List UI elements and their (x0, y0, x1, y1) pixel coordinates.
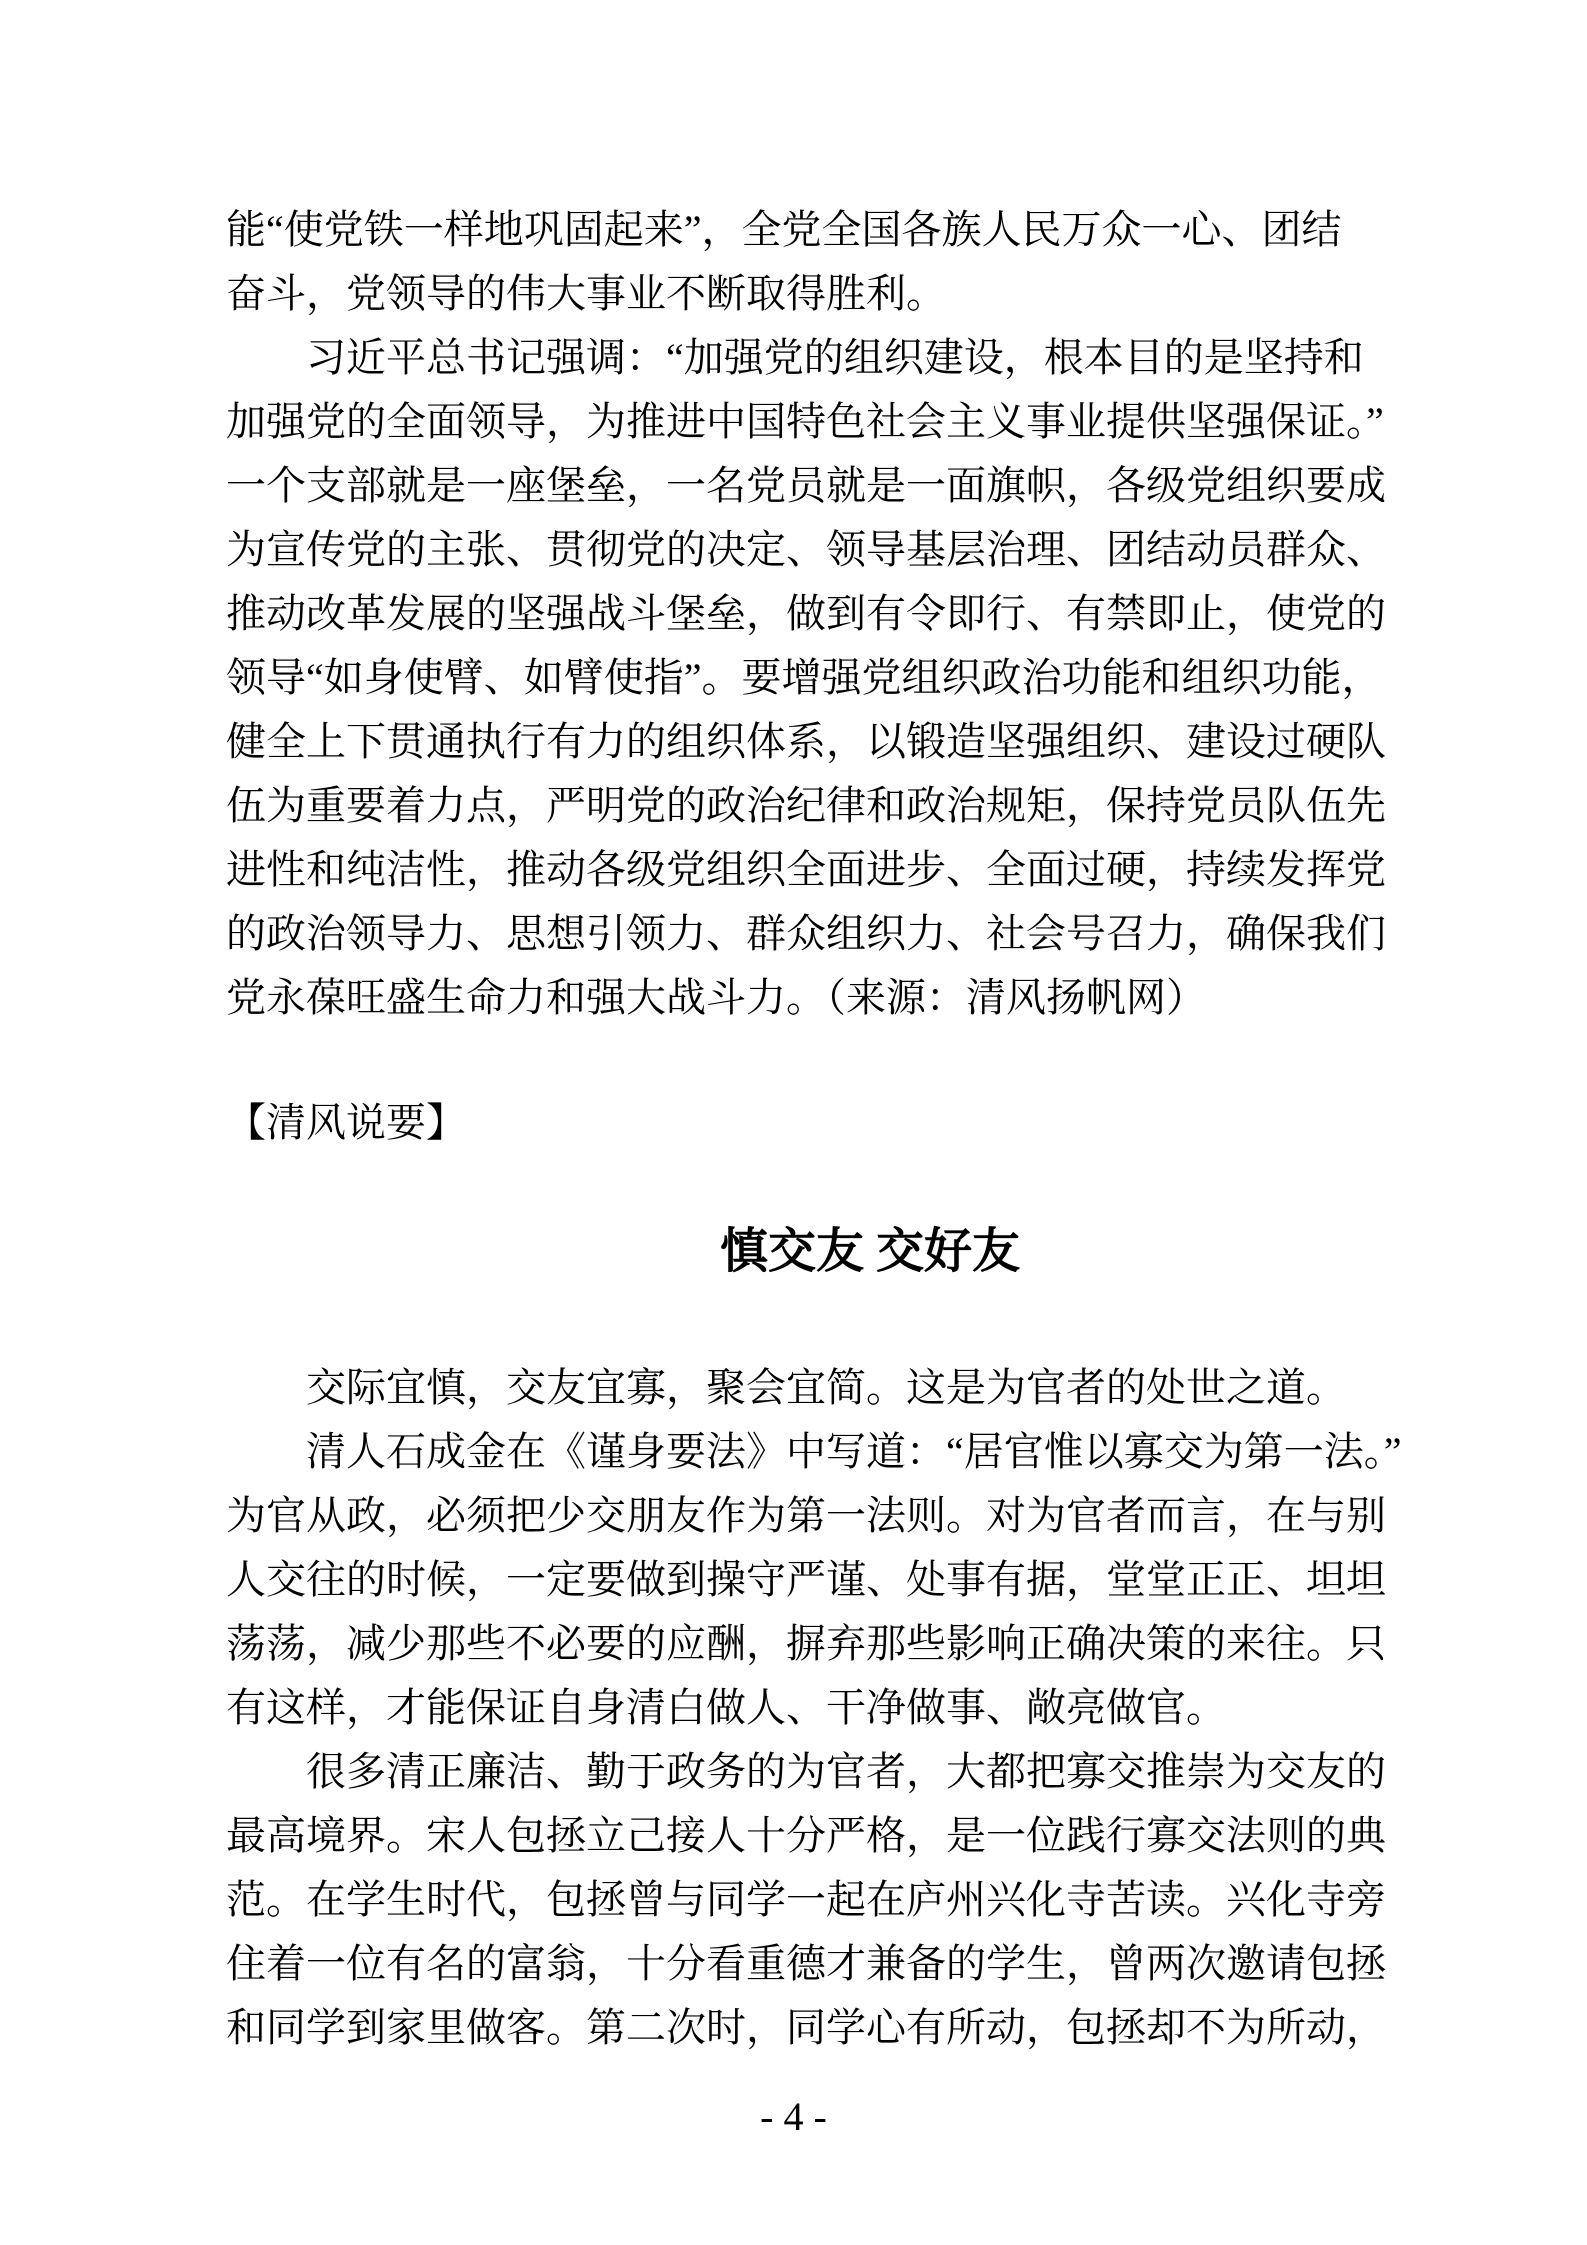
paragraph-3 (226, 1356, 1406, 1420)
text-line: 有这样，才能保证自身清白做人、干净做事、敞亮做官。 (226, 1685, 1226, 1730)
text-line: 一个支部就是一座堡垒，一名党员就是一面旗帜，各级党组织要成 (226, 463, 1386, 508)
text-line: 清人石成金在《谨身要法》中写道：“居官惟以寡交为第一法。” (226, 1429, 1402, 1474)
text-line: 伍为重要着力点，严明党的政治纪律和政治规矩，保持党员队伍先 (226, 783, 1386, 828)
page-body (226, 198, 1406, 2060)
text-line: 奋斗，党领导的伟大事业不断取得胜利。 (226, 271, 946, 316)
page-footer (0, 2094, 1587, 2140)
text-line: 进性和纯洁性，推动各级党组织全面进步、全面过硬，持续发挥党 (226, 847, 1386, 892)
text-line: 健全上下贯通执行有力的组织体系，以锻造坚强组织、建设过硬队 (226, 719, 1386, 764)
text-line: 党永葆旺盛生命力和强大战斗力。（来源：清风扬帆网） (226, 975, 1206, 1020)
text-line: 范。在学生时代，包拯曾与同学一起在庐州兴化寺苦读。兴化寺旁 (226, 1877, 1386, 1922)
text-line: 最高境界。宋人包拯立己接人十分严格，是一位践行寡交法则的典 (226, 1813, 1386, 1858)
text-line: 领导“如身使臂、如臂使指”。要增强党组织政治功能和组织功能， (226, 655, 1382, 700)
text-line: 为官从政，必须把少交朋友作为第一法则。对为官者而言，在与别 (226, 1493, 1386, 1538)
paragraph-4 (226, 1420, 1406, 1740)
text-line: 住着一位有名的富翁，十分看重德才兼备的学生，曾两次邀请包拯 (226, 1941, 1386, 1986)
paragraph-2 (226, 326, 1406, 1030)
text-line: 的政治领导力、思想引领力、群众组织力、社会号召力，确保我们 (226, 911, 1386, 956)
text-line: 和同学到家里做客。第二次时，同学心有所动，包拯却不为所动， (226, 2005, 1386, 2050)
text-line: 习近平总书记强调：“加强党的组织建设，根本目的是坚持和 (226, 335, 1364, 380)
paragraph-1 (226, 198, 1406, 326)
text-line: 为宣传党的主张、贯彻党的决定、领导基层治理、团结动员群众、 (226, 527, 1386, 572)
paragraph-5 (226, 1740, 1406, 2060)
text-line: 很多清正廉洁、勤于政务的为官者，大都把寡交推崇为交友的 (226, 1749, 1386, 1794)
text-line: 荡荡，减少那些不必要的应酬，摒弃那些影响正确决策的来往。只 (226, 1621, 1386, 1666)
text-line: 推动改革发展的坚强战斗堡垒，做到有令即行、有禁即止，使党的 (226, 591, 1386, 636)
text-line: 人交往的时候，一定要做到操守严谨、处事有据，堂堂正正、坦坦 (226, 1557, 1386, 1602)
text-line: 交际宜慎，交友宜寡，聚会宜简。这是为官者的处世之道。 (226, 1365, 1346, 1410)
text-line: 加强党的全面领导，为推进中国特色社会主义事业提供坚强保证。” (226, 399, 1384, 444)
section-header: 【清风说要】 (226, 1100, 466, 1145)
article-title: 慎交友 交好友 (719, 1225, 1020, 1278)
page-number: - 4 - (760, 2094, 827, 2139)
text-line: 能“使党铁一样地巩固起来”，全党全国各族人民万众一心、团结 (226, 207, 1342, 252)
